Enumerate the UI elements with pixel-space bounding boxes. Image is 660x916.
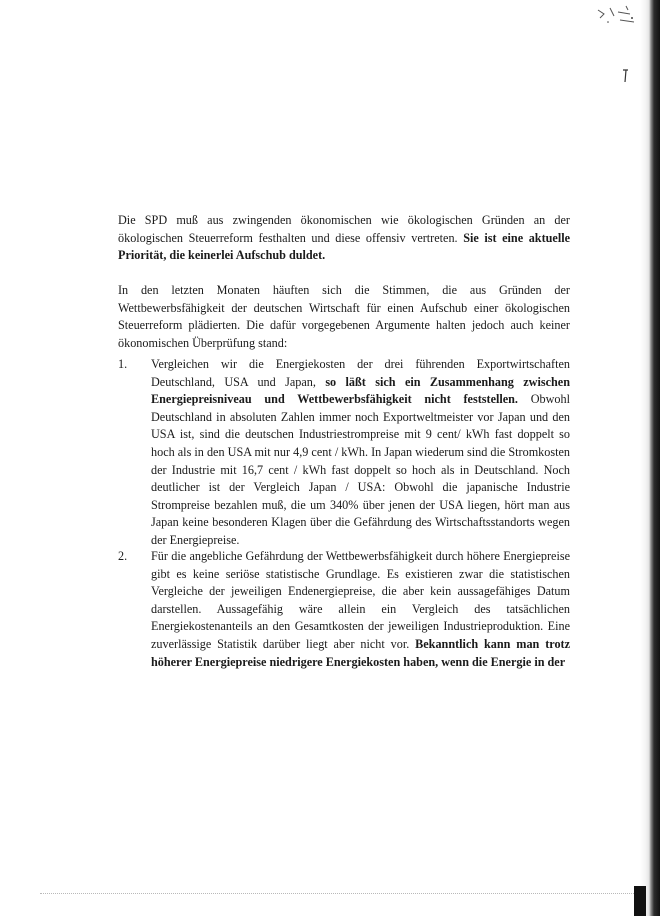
list-item-text-continued: Obwohl Deutschland in absoluten Zahlen immer noch Exportweltmeister vor Japan und den USA ist, sind die deutschen Industriestrompreise mit 9 cent/ kWh fast doppelt so hoch als in den USA mit nur 4,9 cent / kWh. In Japan wiederum sind die Stromkosten der Industrie mit 16,7 cent / kWh fast doppelt so hoch als in Deutschland. Noch deutlicher ist der Vergleich Japan / USA: Obwohl die japanische Industrie Strompreise bezahlen muß, die um 340% über jenen der USA liegen, hört man aus Japan keine besonderen Klagen über die Gefährdung des Wirtschaftsstandorts wegen der Energiepreise. bbox=[151, 392, 570, 547]
list-item-emphasis: so läßt sich ein Zusammenhang zwischen Energiepreisniveau und Wettbewerbsfähigkeit nicht feststellen. bbox=[151, 374, 570, 407]
list-item-text: Vergleichen wir die Energiekosten der drei führenden Exportwirtschaften Deutschland, USA und Japan, bbox=[151, 357, 570, 389]
scan-scribble-mark bbox=[590, 4, 640, 28]
list-item-emphasis: Bekanntlich kann man trotz höherer Energiepreise niedrigere Energiekosten haben, wenn die Energie in der bbox=[151, 636, 571, 669]
list-item-body bbox=[151, 548, 570, 671]
list-item-body bbox=[151, 356, 570, 550]
list-item-number: 1. bbox=[118, 357, 128, 371]
list-item-text: Für die angebliche Gefährdung der Wettbewerbsfähigkeit durch höhere Energiepreise gibt es keine seriöse statistische Grundlage. Es existieren zwar die statistischen Vergleiche der jeweiligen Endenergiepreise, die aber kein aussagefähiges Datum darstellen. Aussagefähig wäre allein ein Vergleich des tatsächlichen Energiekostenanteils an den Gesamtkosten der jeweiligen Industrieproduktion. Eine zuverlässige Statistik darüber liegt aber nicht vor. bbox=[151, 549, 570, 651]
scan-corner-shadow bbox=[634, 886, 646, 916]
margin-mark bbox=[620, 68, 630, 84]
paragraph-priority bbox=[118, 212, 570, 265]
paragraph-priority-emphasis: Sie ist eine aktuelle Priorität, die keinerlei Aufschub duldet. bbox=[118, 230, 570, 263]
scan-bottom-edge bbox=[40, 892, 638, 894]
list-item-number: 2. bbox=[118, 549, 128, 563]
paragraph-introduction: In den letzten Monaten häuften sich die Stimmen, die aus Gründen der Wettbewerbsfähigkeit der deutschen Wirtschaft für einen Aufschub einer ökologischen Steuerreform plädierten. Die dafür vorgegebenen Argumente halten jedoch auch keiner ökonomischen Überprüfung stand: bbox=[118, 283, 570, 350]
scan-page-edge bbox=[640, 0, 660, 916]
paragraph-priority-text: Die SPD muß aus zwingenden ökonomischen wie ökologischen Gründen an der ökologischen Steuerreform festhalten und diese offensiv vertreten. bbox=[118, 213, 570, 245]
